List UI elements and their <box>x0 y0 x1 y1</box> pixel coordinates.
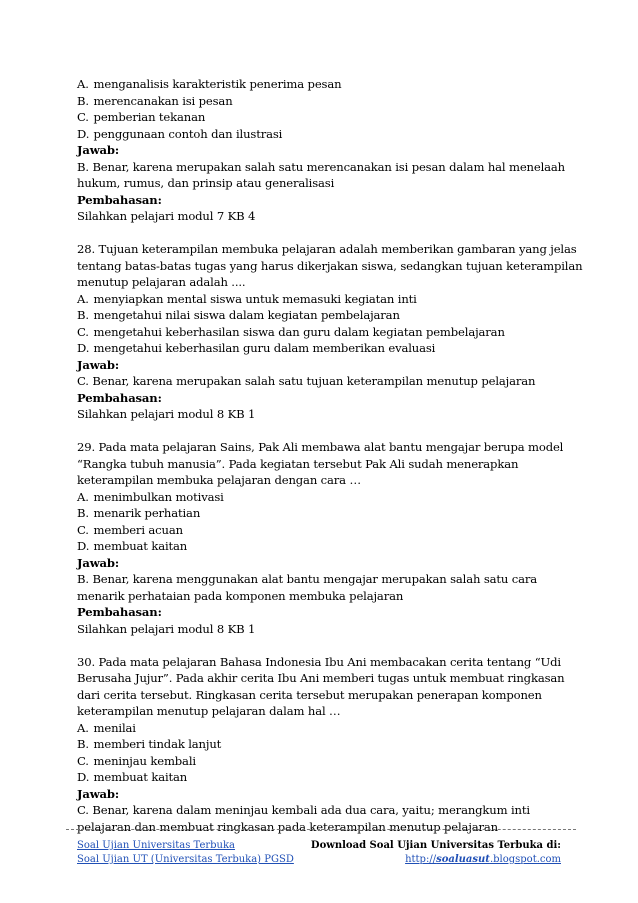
footer-blog-link[interactable] <box>405 854 561 865</box>
jawab-label: Jawab: <box>77 143 119 157</box>
option-a: A. menyiapkan mental siswa untuk memasuki kegiatan inti <box>77 291 417 306</box>
footer-link-soal-ujian-ut[interactable]: Soal Ujian Universitas Terbuka <box>77 840 236 851</box>
jawab-label: Jawab: <box>77 786 119 801</box>
jawab-text: B. Benar, karena merupakan salah satu merencanakan isi pesan dalam hal menelaah <box>77 159 565 174</box>
jawab-text: menarik perhataian pada komponen membuka pelajaran <box>77 588 404 603</box>
option-d: D. membuat kaitan <box>77 770 188 784</box>
option-a: A. menimbulkan motivasi <box>77 489 224 504</box>
footer-left <box>77 839 294 867</box>
option-d: D. membuat kaitan <box>77 539 188 553</box>
url-prefix: http:// <box>405 854 437 865</box>
question-text: dari cerita tersebut. Ringkasan cerita tersebut merupakan penerapan komponen <box>77 687 542 702</box>
option-c: C. meninjau kembali <box>77 753 196 768</box>
question-text: “Rangka tubuh manusia”. Pada kegiatan tersebut Pak Ali sudah menerapkan <box>77 456 519 471</box>
question-text: tentang batas-batas tugas yang harus dikerjakan siswa, sedangkan tujuan keterampilan <box>77 258 583 273</box>
question-text: keterampilan membuka pelajaran dengan cara … <box>77 473 361 487</box>
question-28 <box>77 241 583 423</box>
option-c: C. pemberian tekanan <box>77 110 206 124</box>
question-27-tail <box>77 76 577 225</box>
document-body <box>77 76 583 835</box>
jawab-label: Jawab: <box>77 357 119 372</box>
pembahasan-text: Silahkan pelajari modul 8 KB 1 <box>77 407 256 421</box>
footer-right <box>311 839 561 867</box>
option-c: C. memberi acuan <box>77 522 183 537</box>
pembahasan-label: Pembahasan: <box>77 390 162 405</box>
question-29 <box>77 439 577 637</box>
option-d: D. penggunaan contoh dan ilustrasi <box>77 126 283 141</box>
jawab-label: Jawab: <box>77 555 119 570</box>
question-text: keterampilan menutup pelajaran dalam hal … <box>77 704 341 718</box>
question-text: Berusaha Jujur”. Pada akhir cerita Ibu Ani memberi tugas untuk membuat ringkasan <box>77 671 565 685</box>
pembahasan-text: Silahkan pelajari modul 8 KB 1 <box>77 621 256 636</box>
question-text: 30. Pada mata pelajaran Bahasa Indonesia Ibu Ani membacakan cerita tentang “Udi <box>77 654 561 669</box>
option-b: B. memberi tindak lanjut <box>77 737 222 751</box>
url-suffix: .blogspot.com <box>489 854 561 865</box>
question-text: 29. Pada mata pelajaran Sains, Pak Ali membawa alat bantu mengajar berupa model <box>77 440 564 454</box>
question-text: 28. Tujuan keterampilan membuka pelajaran adalah memberikan gambaran yang jelas <box>77 242 577 256</box>
jawab-text: B. Benar, karena menggunakan alat bantu mengajar merupakan salah satu cara <box>77 572 538 586</box>
option-d: D. mengetahui keberhasilan guru dalam memberikan evaluasi <box>77 341 436 355</box>
question-text: menutup pelajaran adalah .... <box>77 275 246 289</box>
jawab-text: pelajaran dan membuat ringkasan pada keterampilan menutup pelajaran <box>77 819 498 834</box>
question-30 <box>77 654 577 836</box>
pembahasan-text: Silahkan pelajari modul 7 KB 4 <box>77 209 256 223</box>
footer-link-soal-ujian-pgsd[interactable]: Soal Ujian UT (Universitas Terbuka) PGSD <box>77 854 294 865</box>
option-a: A. menilai <box>77 720 136 735</box>
option-b: B. mengetahui nilai siswa dalam kegiatan pembelajaran <box>77 308 400 322</box>
jawab-text: C. Benar, karena merupakan salah satu tujuan keterampilan menutup pelajaran <box>77 374 536 388</box>
footer-divider <box>66 829 576 830</box>
jawab-text: hukum, rumus, dan prinsip atau generalisasi <box>77 176 335 190</box>
footer-download-title: Download Soal Ujian Universitas Terbuka di: <box>310 840 561 851</box>
url-domain: soaluasut <box>436 854 490 865</box>
pembahasan-label: Pembahasan: <box>77 192 162 207</box>
option-c: C. mengetahui keberhasilan siswa dan guru dalam kegiatan pembelajaran <box>77 324 505 339</box>
option-b: B. menarik perhatian <box>77 506 201 520</box>
option-b: B. merencanakan isi pesan <box>77 93 233 108</box>
pembahasan-label: Pembahasan: <box>77 605 162 619</box>
option-a: A. menganalisis karakteristik penerima pesan <box>77 77 342 91</box>
jawab-text: C. Benar, karena dalam meninjau kembali ada dua cara, yaitu; merangkum inti <box>77 803 530 817</box>
